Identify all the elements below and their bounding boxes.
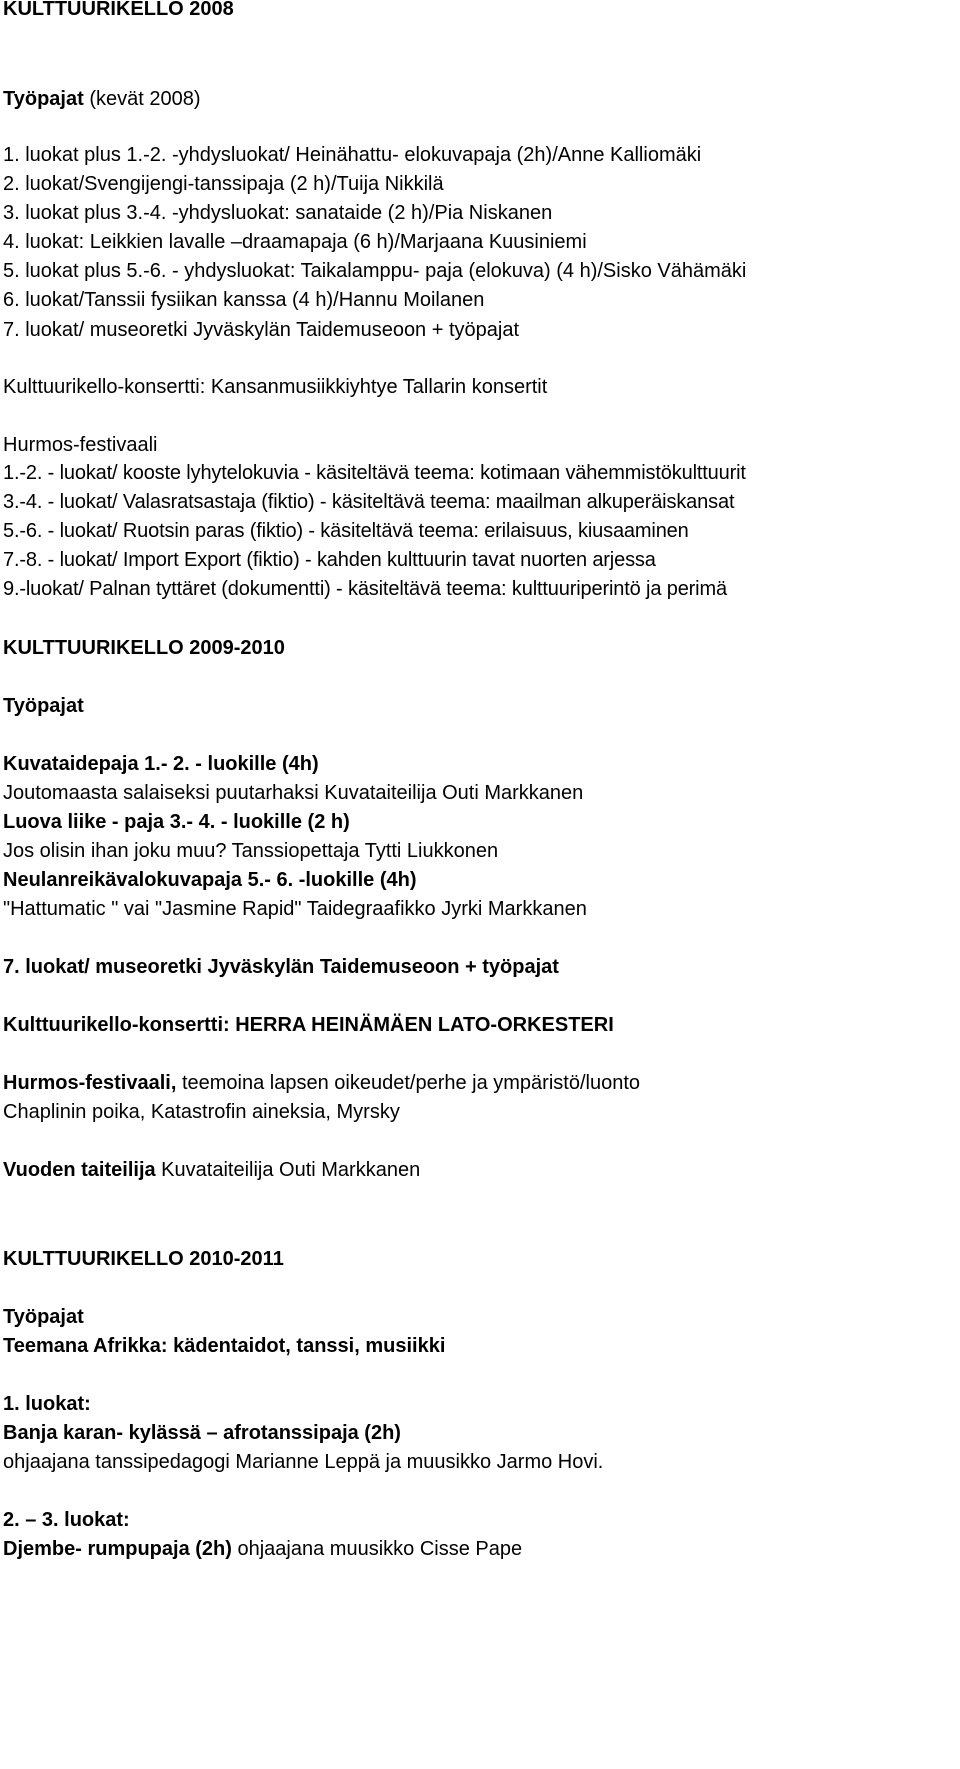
- heading-2010-2011: KULTTUURIKELLO 2010-2011: [3, 1248, 284, 1270]
- festival-item: 7.-8. - luokat/ Import Export (fiktio) - kahden kulttuurin tavat nuorten arjessa: [3, 549, 656, 571]
- festival-item: 3.-4. - luokat/ Valasratsastaja (fiktio) - käsiteltävä teema: maailman alkuperäiskansat: [3, 491, 735, 513]
- workshop-item: 6. luokat/Tanssii fysiikan kanssa (4 h)/Hannu Moilanen: [3, 289, 485, 311]
- workshop-item: 3. luokat plus 3.-4. -yhdysluokat: sanataide (2 h)/Pia Niskanen: [3, 202, 553, 224]
- festival-item: 9.-luokat/ Palnan tyttäret (dokumentti) - käsiteltävä teema: kulttuuriperintö ja perimä: [3, 578, 727, 600]
- workshop-description: "Hattumatic " vai "Jasmine Rapid" Taidegraafikko Jyrki Markkanen: [3, 898, 587, 920]
- workshop-description: Jos olisin ihan joku muu? Tanssiopettaja Tytti Liukkonen: [3, 840, 499, 862]
- festival-item: 1.-2. - luokat/ kooste lyhytelokuvia - käsiteltävä teema: kotimaan vähemmistökulttuurit: [3, 462, 746, 484]
- workshop-title: Luova liike - paja 3.- 4. - luokille (2 h): [3, 811, 350, 833]
- artist-name: Kuvataiteilija Outi Markkanen: [155, 1159, 421, 1181]
- workshops-heading-2008: [3, 87, 201, 111]
- heading-2008: KULTTUURIKELLO 2008: [3, 0, 234, 20]
- workshop-item: 7. luokat/ museoretki Jyväskylän Taidemuseoon + työpajat: [3, 319, 520, 341]
- museum-trip: 7. luokat/ museoretki Jyväskylän Taidemuseoon + työpajat: [3, 956, 559, 978]
- workshops-heading-2009: Työpajat: [3, 695, 84, 717]
- workshop-description: ohjaajana muusikko Cisse Pape: [231, 1538, 523, 1560]
- festival-films: Chaplinin poika, Katastrofin aineksia, Myrsky: [3, 1101, 400, 1123]
- heading-2009-2010: KULTTUURIKELLO 2009-2010: [3, 637, 285, 659]
- workshop-item: 4. luokat: Leikkien lavalle –draamapaja (6 h)/Marjaana Kuusiniemi: [3, 231, 587, 253]
- workshop-title: Banja karan- kylässä – afrotanssipaja (2h): [3, 1422, 401, 1444]
- theme-line: Teemana Afrikka: kädentaidot, tanssi, musiikki: [3, 1335, 446, 1357]
- festival-heading-2008: Hurmos-festivaali: [3, 434, 158, 456]
- festival-label: Hurmos-festivaali,: [3, 1072, 177, 1094]
- concert-2008: Kulttuurikello-konsertti: Kansanmusiikkiyhtye Tallarin konsertit: [3, 376, 548, 398]
- workshops-season: (kevät 2008): [83, 88, 201, 110]
- workshops-heading-2010: Työpajat: [3, 1306, 84, 1328]
- workshop-item: 2. luokat/Svengijengi-tanssipaja (2 h)/Tuija Nikkilä: [3, 173, 444, 195]
- workshop-title: Kuvataidepaja 1.- 2. - luokille (4h): [3, 753, 319, 775]
- festival-item: 5.-6. - luokat/ Ruotsin paras (fiktio) - käsiteltävä teema: erilaisuus, kiusaaminen: [3, 520, 689, 542]
- workshop-title: Neulanreikävalokuvapaja 5.- 6. -luokille (4h): [3, 869, 417, 891]
- workshop-item: 5. luokat plus 5.-6. - yhdysluokat: Taikalamppu- paja (elokuva) (4 h)/Sisko Vähämäki: [3, 260, 747, 282]
- workshop-entry: [3, 1537, 522, 1561]
- workshop-description: ohjaajana tanssipedagogi Marianne Leppä ja muusikko Jarmo Hovi.: [3, 1451, 604, 1473]
- festival-2009: [3, 1071, 640, 1095]
- concert-2009: Kulttuurikello-konsertti: HERRA HEINÄMÄEN LATO-ORKESTERI: [3, 1014, 614, 1036]
- festival-text: teemoina lapsen oikeudet/perhe ja ympäristö/luonto: [176, 1072, 641, 1094]
- workshops-label: Työpajat: [3, 88, 84, 110]
- workshop-item: 1. luokat plus 1.-2. -yhdysluokat/ Heinähattu- elokuvapaja (2h)/Anne Kalliomäki: [3, 144, 702, 166]
- artist-label: Vuoden taiteilija: [3, 1159, 156, 1181]
- grade-label: 2. – 3. luokat:: [3, 1509, 130, 1531]
- workshop-description: Joutomaasta salaiseksi puutarhaksi Kuvataiteilija Outi Markkanen: [3, 782, 584, 804]
- workshop-title: Djembe- rumpupaja (2h): [3, 1538, 232, 1560]
- grade-label: 1. luokat:: [3, 1393, 91, 1415]
- artist-of-year: [3, 1158, 420, 1182]
